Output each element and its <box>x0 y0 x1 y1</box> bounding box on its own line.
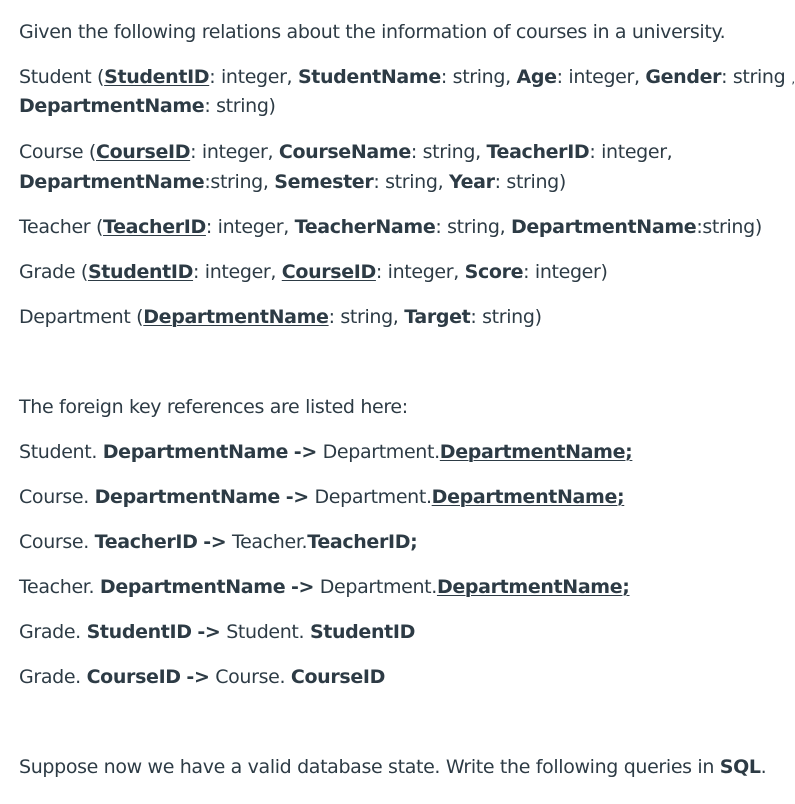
field-name: CourseName <box>278 141 411 163</box>
fk-line: Teacher. DepartmentName -> Department.DepartmentName; <box>19 576 630 598</box>
closing-text: Suppose now we have a valid database state. Write the following queries in SQL. <box>19 756 767 778</box>
field-name: Score <box>464 261 524 283</box>
relation-department: Department (DepartmentName: string, Target: string) <box>19 306 542 328</box>
comma-mark: , <box>791 72 795 86</box>
field-name: StudentName <box>297 66 441 88</box>
relation-student: Student (StudentID: integer, StudentName: string, Age: integer, Gender: string , <box>19 65 795 91</box>
relation-name: Grade <box>19 261 76 283</box>
field-name: TeacherID <box>486 141 590 163</box>
relation-name: Teacher <box>19 216 91 238</box>
intro-text: Given the following relations about the information of courses in a university. <box>19 21 726 43</box>
fk-intro-text: The foreign key references are listed here: <box>19 396 408 418</box>
relation-course: Course (CourseID: integer, CourseName: string, TeacherID: integer, <box>19 141 673 163</box>
field-name: Age <box>516 66 557 88</box>
field-name: Semester <box>274 171 374 193</box>
fk-line: Student. DepartmentName -> Department.DepartmentName; <box>19 441 633 463</box>
field-name: DepartmentName <box>510 216 697 238</box>
relation-name: Student <box>19 66 92 88</box>
relation-name: Course <box>19 141 84 163</box>
field-name: Gender <box>645 66 722 88</box>
fk-line: Grade. CourseID -> Course. CourseID <box>19 666 386 688</box>
primary-key: StudentID <box>104 66 210 88</box>
primary-key: StudentID <box>87 261 194 283</box>
relation-student-cont: DepartmentName: string) <box>19 95 276 117</box>
relation-teacher: Teacher (TeacherID: integer, TeacherName: string, DepartmentName:string) <box>19 216 762 238</box>
field-name: Year <box>448 171 495 193</box>
primary-key: TeacherID <box>103 216 206 238</box>
primary-key: CourseID <box>96 141 191 163</box>
primary-key: DepartmentName <box>143 306 329 328</box>
primary-key: CourseID <box>281 261 376 283</box>
fk-line: Course. DepartmentName -> Department.DepartmentName; <box>19 486 625 508</box>
field-name: TeacherName <box>294 216 436 238</box>
relation-course-cont: DepartmentName:string, Semester: string, Year: string) <box>19 171 566 193</box>
field-name: Target <box>404 306 471 328</box>
relation-grade: Grade (StudentID: integer, CourseID: integer, Score: integer) <box>19 261 608 283</box>
relation-name: Department <box>19 306 131 328</box>
sql-keyword: SQL <box>719 756 761 778</box>
fk-line: Course. TeacherID -> Teacher.TeacherID; <box>19 531 418 553</box>
field-name: DepartmentName <box>19 95 205 117</box>
fk-line: Grade. StudentID -> Student. StudentID <box>19 621 416 643</box>
field-name: DepartmentName <box>19 171 205 193</box>
